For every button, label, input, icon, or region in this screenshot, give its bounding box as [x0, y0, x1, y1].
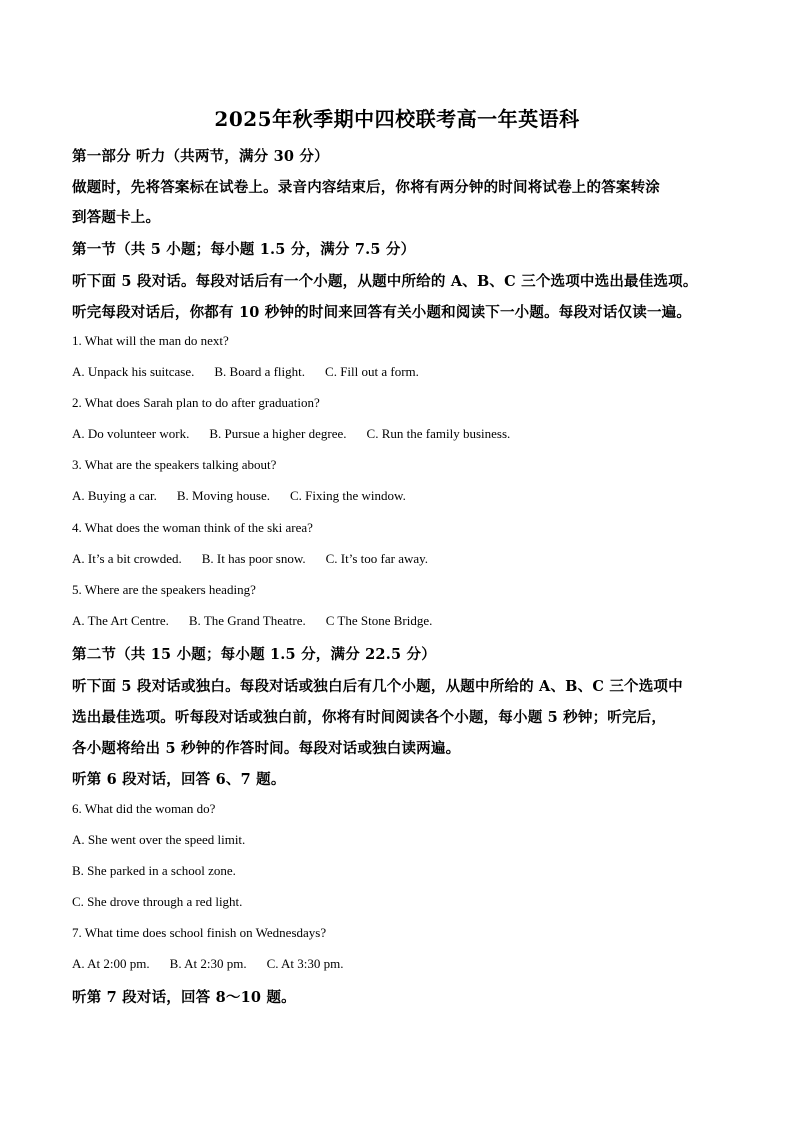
question-4-options — [72, 551, 428, 567]
page-title: 2025年秋季期中四校联考高一年英语科 — [214, 107, 580, 131]
question-5: 5. Where are the speakers heading? — [72, 582, 256, 597]
option-c: C. Fixing the window. — [290, 488, 406, 503]
option-b: B. Moving house. — [176, 488, 271, 503]
question-5-options — [72, 613, 432, 629]
section1-heading: 第一节（共 5 小题；每小题 1.5 分，满分 7.5 分） — [72, 241, 416, 258]
section2-heading: 第二节（共 15 小题；每小题 1.5 分，满分 22.5 分） — [72, 646, 436, 663]
question-3: 3. What are the speakers talking about? — [72, 457, 277, 472]
option-b: B. Board a flight. — [214, 364, 306, 379]
question-1-options — [72, 364, 419, 380]
option-a: A. It’s a bit crowded. — [72, 551, 182, 566]
question-6-option-c: C. She drove through a red light. — [72, 894, 243, 909]
option-c: C. Run the family business. — [366, 426, 511, 441]
option-a: A. Do volunteer work. — [72, 426, 190, 441]
option-a: A. The Art Centre. — [72, 613, 169, 628]
section2-intro-line-2: 选出最佳选项。听每段对话或独白前，你将有时间阅读各个小题，每小题 5 秒钟；听完后， — [72, 709, 667, 726]
question-7: 7. What time does school finish on Wednesdays? — [72, 925, 327, 940]
option-b: B. It has poor snow. — [201, 551, 306, 566]
option-a: A. At 2:00 pm. — [72, 956, 150, 971]
question-2: 2. What does Sarah plan to do after graduation? — [72, 395, 320, 410]
question-6: 6. What did the woman do? — [72, 801, 216, 816]
question-2-options — [72, 426, 510, 442]
dialog-6-heading: 听第 6 段对话，回答 6、7 题。 — [72, 771, 286, 788]
section2-intro-line-3: 各小题将给出 5 秒钟的作答时间。每段对话或独白读两遍。 — [72, 740, 461, 757]
option-c: C The Stone Bridge. — [325, 613, 433, 628]
question-7-options — [72, 956, 344, 972]
option-c: C. It’s too far away. — [325, 551, 429, 566]
option-b: B. Pursue a higher degree. — [209, 426, 347, 441]
question-4: 4. What does the woman think of the ski area? — [72, 520, 313, 535]
part1-intro-line-2: 到答题卡上。 — [72, 209, 161, 226]
question-1: 1. What will the man do next? — [72, 333, 229, 348]
option-b: B. At 2:30 pm. — [169, 956, 247, 971]
option-a: A. Unpack his suitcase. — [72, 364, 195, 379]
question-6-option-b: B. She parked in a school zone. — [72, 863, 236, 878]
part1-heading: 第一部分 听力（共两节，满分 30 分） — [72, 148, 329, 165]
part1-intro-line-1: 做题时，先将答案标在试卷上。录音内容结束后，你将有两分钟的时间将试卷上的答案转涂 — [72, 179, 660, 196]
question-3-options — [72, 488, 406, 504]
option-c: C. At 3:30 pm. — [266, 956, 344, 971]
section1-intro-line-1: 听下面 5 段对话。每段对话后有一个小题，从题中所给的 A、B、C 三个选项中选出最佳选项。 — [72, 273, 698, 290]
question-6-option-a: A. She went over the speed limit. — [72, 832, 246, 847]
option-b: B. The Grand Theatre. — [188, 613, 306, 628]
section1-intro-line-2: 听完每段对话后，你都有 10 秒钟的时间来回答有关小题和阅读下一小题。每段对话仅读一遍。 — [72, 304, 692, 321]
option-a: A. Buying a car. — [72, 488, 157, 503]
dialog-7-heading: 听第 7 段对话，回答 8～10 题。 — [72, 989, 296, 1006]
option-c: C. Fill out a form. — [325, 364, 419, 379]
section2-intro-line-1: 听下面 5 段对话或独白。每段对话或独白后有几个小题，从题中所给的 A、B、C 三个选项中 — [72, 678, 683, 695]
